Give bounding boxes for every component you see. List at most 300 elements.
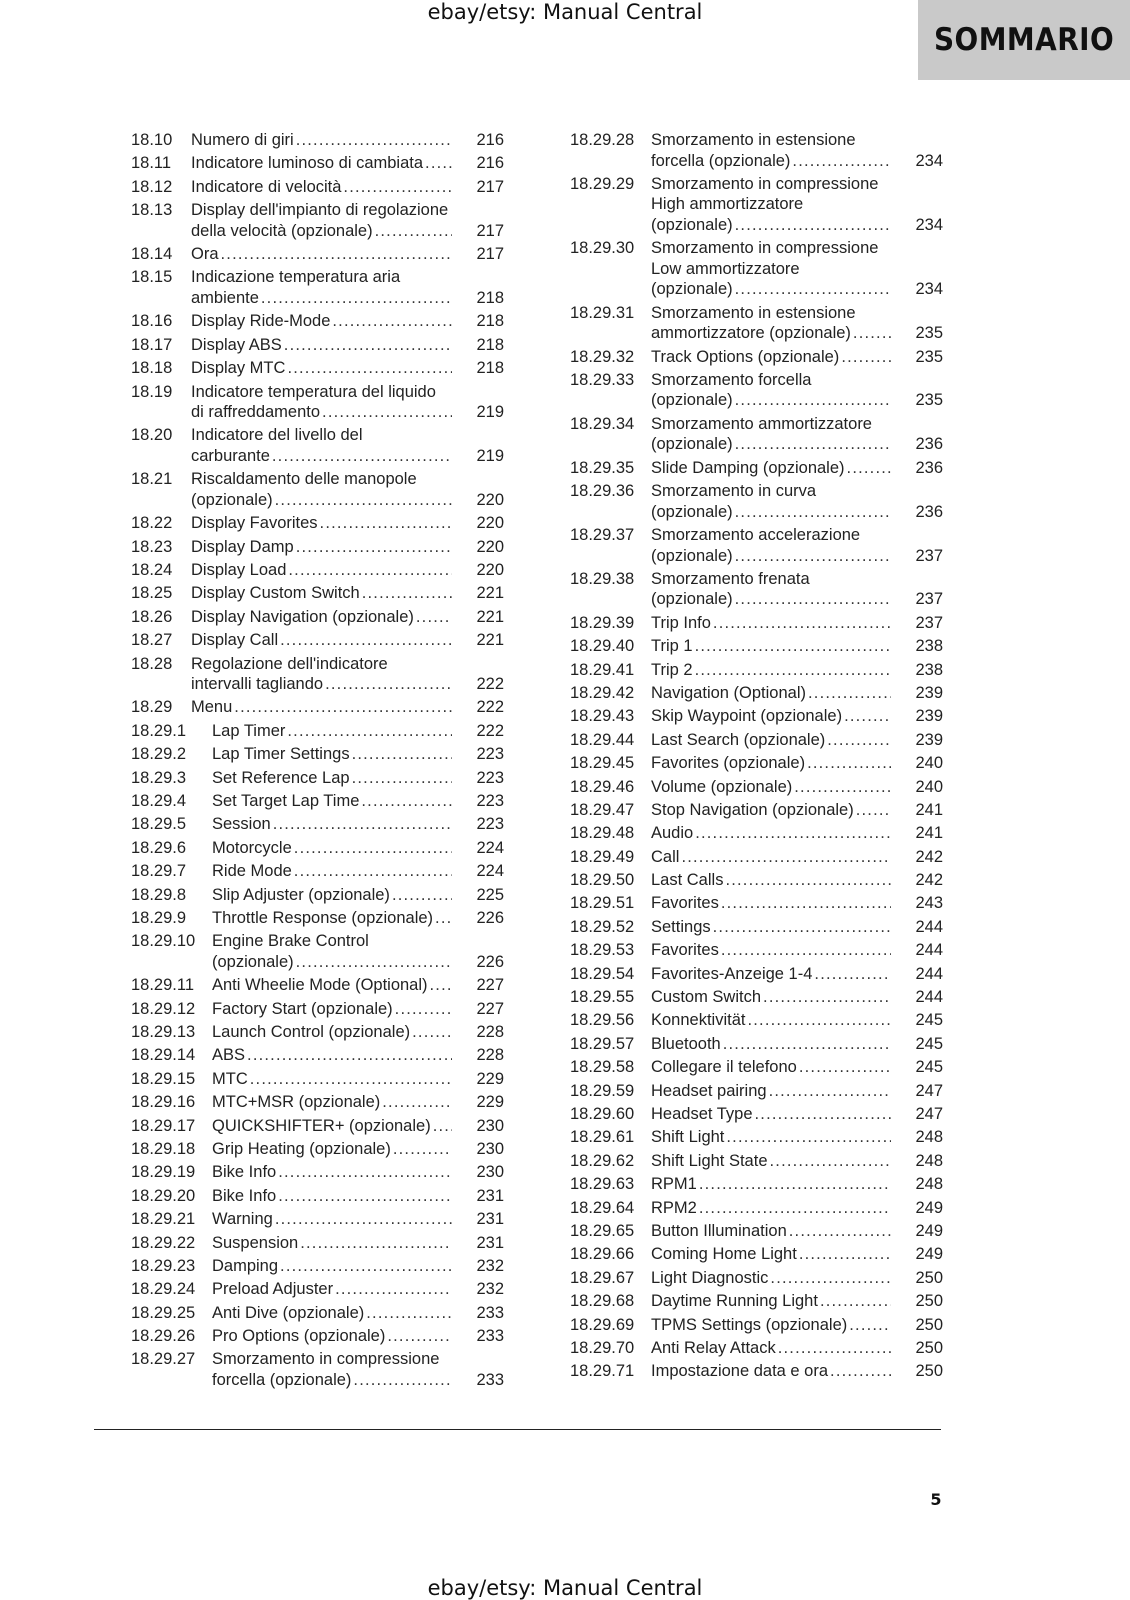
toc-entry-title-line	[212, 952, 452, 973]
toc-entry[interactable]	[131, 630, 504, 651]
dot-leader	[320, 513, 452, 534]
toc-entry-page: 233	[476, 1327, 504, 1346]
toc-entry-title-text: Slide Damping (opzionale)	[651, 458, 845, 477]
dot-leader	[770, 1268, 891, 1289]
toc-entry-title-line	[651, 1174, 891, 1195]
toc-entry-title-line	[191, 490, 452, 511]
toc-entry-title-line	[651, 238, 891, 259]
toc-entry-page: 249	[915, 1198, 943, 1217]
toc-entry-title-line	[651, 303, 891, 324]
toc-entry-number: 18.29.7	[131, 862, 187, 881]
toc-entry[interactable]	[131, 999, 504, 1020]
toc-entry-title-line	[651, 1338, 891, 1359]
toc-entry-title	[131, 861, 504, 882]
toc-entry[interactable]	[570, 940, 943, 961]
toc-entry[interactable]	[131, 1186, 504, 1207]
toc-entry[interactable]	[570, 1127, 943, 1148]
toc-entry-number: 18.29.28	[570, 131, 635, 149]
toc-entry[interactable]	[131, 1045, 504, 1066]
toc-entry-title-line	[651, 215, 891, 236]
toc-entry[interactable]	[570, 683, 943, 704]
dot-leader	[695, 636, 891, 657]
toc-entry-number: 18.29.49	[570, 847, 635, 866]
page-number: 5	[930, 1490, 942, 1509]
toc-entry-title-text: Favorites-Anzeige 1-4	[651, 964, 813, 983]
toc-entry-number: 18.29.23	[131, 1256, 196, 1275]
toc-entry[interactable]	[131, 153, 504, 174]
toc-entry[interactable]	[570, 414, 943, 455]
toc-entry-title-line	[651, 870, 891, 891]
toc-entry[interactable]	[131, 1139, 504, 1160]
toc-entry-title-line	[651, 777, 891, 798]
toc-entry-title-line	[651, 390, 891, 411]
toc-entry-title-line	[212, 1069, 452, 1090]
toc-entry-page: 244	[915, 988, 943, 1007]
toc-entry-title-text: Smorzamento accelerazione	[651, 526, 861, 545]
toc-entry-title-text: Display MTC	[191, 359, 286, 378]
toc-entry-title-line	[191, 177, 452, 198]
footer-divider	[94, 1429, 941, 1430]
toc-entry-number: 18.29.22	[131, 1233, 196, 1252]
toc-entry-title-text: Collegare il telefono	[651, 1058, 797, 1077]
toc-entry-page: 250	[915, 1268, 943, 1287]
toc-entry-title	[131, 177, 504, 198]
toc-entry-title	[131, 200, 504, 241]
toc-entry-title-text: Lap Timer Settings	[212, 745, 350, 764]
toc-entry-title-text: Display Navigation (opzionale)	[191, 607, 414, 626]
toc-entry-title	[131, 697, 504, 718]
toc-entry-number: 18.10	[131, 131, 173, 149]
toc-entry[interactable]	[131, 1233, 504, 1254]
toc-entry[interactable]	[570, 987, 943, 1008]
toc-entry-page: 218	[476, 288, 504, 307]
toc-entry[interactable]	[570, 1198, 943, 1219]
toc-entry-title-line	[651, 1127, 891, 1148]
toc-entry[interactable]	[570, 917, 943, 938]
toc-entry-number: 18.29.67	[570, 1268, 635, 1287]
toc-entry[interactable]	[131, 177, 504, 198]
toc-entry-title-text: carburante	[191, 446, 270, 465]
toc-entry-title-line	[191, 697, 452, 718]
toc-entry[interactable]	[570, 1268, 943, 1289]
toc-entry[interactable]	[570, 706, 943, 727]
toc-entry-page: 230	[476, 1116, 504, 1135]
toc-entry-title-line	[651, 323, 891, 344]
toc-entry[interactable]	[570, 1338, 943, 1359]
toc-entry-title-line	[212, 885, 452, 906]
toc-entry-number: 18.29.38	[570, 569, 635, 588]
toc-entry[interactable]	[131, 382, 504, 423]
toc-entry[interactable]	[570, 1291, 943, 1312]
toc-entry-title-text: Last Calls	[651, 871, 724, 890]
toc-entry-number: 18.29.1	[131, 721, 187, 740]
toc-entry[interactable]	[131, 885, 504, 906]
toc-entry-title-text: Display Call	[191, 631, 279, 650]
toc-entry-title-line	[651, 730, 891, 751]
toc-entry[interactable]	[570, 347, 943, 368]
toc-entry[interactable]	[131, 861, 504, 882]
toc-entry-number: 18.29.12	[131, 999, 196, 1018]
toc-entry-title-text: Call	[651, 847, 680, 866]
dot-leader	[275, 490, 452, 511]
dot-leader	[294, 838, 452, 859]
toc-entry-page: 223	[476, 745, 504, 764]
toc-entry-page: 249	[915, 1245, 943, 1264]
toc-entry[interactable]	[131, 1069, 504, 1090]
toc-entry-title-text: Track Options (opzionale)	[651, 347, 840, 366]
toc-entry-title-line	[191, 513, 452, 534]
toc-entry[interactable]	[131, 654, 504, 695]
toc-entry[interactable]	[131, 607, 504, 628]
toc-entry-title-text: Stop Navigation (opzionale)	[651, 800, 854, 819]
toc-entry-number: 18.29.39	[570, 613, 635, 632]
toc-entry[interactable]	[570, 1315, 943, 1336]
toc-entry[interactable]	[131, 721, 504, 742]
toc-entry[interactable]	[131, 768, 504, 789]
toc-entry-title-text: Factory Start (opzionale)	[212, 999, 393, 1018]
toc-entry[interactable]	[570, 1057, 943, 1078]
toc-entry-number: 18.29	[131, 698, 173, 717]
toc-entry-number: 18.29.56	[570, 1011, 635, 1030]
toc-entry[interactable]	[570, 1221, 943, 1242]
toc-entry-title-line	[212, 814, 452, 835]
toc-entry[interactable]	[570, 569, 943, 610]
toc-entry-title-line	[212, 999, 452, 1020]
toc-entry-number: 18.29.6	[131, 838, 187, 857]
toc-entry[interactable]	[131, 1022, 504, 1043]
toc-entry[interactable]	[131, 1116, 504, 1137]
toc-entry[interactable]	[570, 636, 943, 657]
toc-entry-title	[131, 425, 504, 466]
toc-entry[interactable]	[570, 1010, 943, 1031]
toc-entry-title-line	[191, 267, 452, 288]
toc-entry-page: 247	[915, 1081, 943, 1100]
toc-entry-title-line	[191, 560, 452, 581]
toc-entry-page: 247	[915, 1105, 943, 1123]
toc-entry-title-text: Indicatore luminoso di cambiata	[191, 154, 424, 173]
toc-entry-title-text: Audio	[651, 824, 694, 843]
toc-entry-title-text: Display Damp	[191, 537, 294, 556]
toc-entry-title-line	[212, 908, 452, 929]
toc-entry-title-line	[191, 674, 452, 695]
toc-entry-number: 18.14	[131, 245, 173, 264]
toc-entry-title-line	[651, 370, 891, 391]
toc-entry[interactable]	[570, 730, 943, 751]
toc-entry-title-text: Coming Home Light	[651, 1245, 797, 1264]
toc-entry-page: 216	[476, 154, 504, 173]
toc-entry-page: 233	[476, 1370, 504, 1389]
toc-entry-page: 230	[476, 1139, 504, 1158]
toc-entry-title-text: Smorzamento forcella	[651, 370, 812, 389]
toc-entry[interactable]	[131, 200, 504, 241]
toc-entry-title-line	[651, 1104, 891, 1125]
dot-leader	[799, 1057, 891, 1078]
toc-entry-title-line	[651, 1057, 891, 1078]
dot-leader	[375, 221, 452, 242]
toc-entry[interactable]	[570, 238, 943, 300]
toc-entry-number: 18.29.24	[131, 1280, 196, 1299]
dot-leader	[300, 1233, 452, 1254]
toc-entry-title-line	[651, 279, 891, 300]
toc-entry-title-text: Bluetooth	[651, 1034, 721, 1053]
toc-entry-title-text: Trip Info	[651, 613, 711, 632]
toc-entry-title	[131, 153, 504, 174]
toc-entry-page: 220	[476, 490, 504, 509]
toc-entry-number: 18.29.50	[570, 871, 635, 890]
dot-leader	[392, 885, 452, 906]
toc-entry-number: 18.29.41	[570, 660, 635, 679]
toc-entry[interactable]	[570, 613, 943, 634]
toc-entry-number: 18.29.32	[570, 347, 635, 366]
toc-entry-title-text: Shift Light	[651, 1128, 725, 1147]
toc-entry-title-text: Indicazione temperatura aria	[191, 268, 401, 287]
toc-entry-title-text: Smorzamento in estensione	[651, 303, 856, 322]
toc-entry[interactable]	[131, 744, 504, 765]
toc-entry-title-text: Smorzamento frenata	[651, 569, 810, 588]
toc-entry-page: 235	[915, 324, 943, 343]
toc-entry-number: 18.29.48	[570, 824, 635, 843]
toc-entry-number: 18.29.21	[131, 1210, 196, 1229]
dot-leader	[352, 744, 452, 765]
toc-entry-number: 18.29.57	[570, 1034, 635, 1053]
dot-leader	[287, 358, 452, 379]
toc-entry-title-text: Display ABS	[191, 335, 282, 354]
toc-entry[interactable]	[570, 1151, 943, 1172]
toc-entry[interactable]	[570, 1104, 943, 1125]
toc-entry-title-text: Suspension	[212, 1233, 299, 1252]
toc-entry[interactable]	[131, 267, 504, 308]
toc-entry-title-line	[651, 347, 891, 368]
dot-leader	[856, 800, 891, 821]
toc-entry-title-line	[651, 502, 891, 523]
toc-entry-page: 245	[915, 1034, 943, 1053]
toc-entry[interactable]	[131, 560, 504, 581]
toc-entry-title-line	[651, 964, 891, 985]
toc-entry-title-line	[191, 630, 452, 651]
toc-entry-title-text: Display Load	[191, 560, 287, 579]
toc-entry-title-line	[651, 800, 891, 821]
toc-entry-title-line	[212, 744, 452, 765]
toc-entry-title-text: Anti Wheelie Mode (Optional)	[212, 976, 428, 995]
toc-entry[interactable]	[131, 1349, 504, 1390]
toc-entry[interactable]	[131, 838, 504, 859]
dot-leader	[273, 814, 452, 835]
toc-column-right	[570, 130, 943, 1385]
toc-entry-title-line	[651, 414, 891, 435]
toc-entry[interactable]	[131, 908, 504, 929]
dot-leader	[721, 940, 891, 961]
toc-entry-page: 250	[915, 1315, 943, 1334]
toc-entry-page: 244	[915, 917, 943, 936]
toc-entry-page: 219	[476, 403, 504, 422]
dot-leader	[234, 697, 452, 718]
toc-entry-title	[131, 513, 504, 534]
toc-entry-title-line	[651, 546, 891, 567]
toc-entry-title-text: Warning	[212, 1210, 273, 1229]
toc-entry[interactable]	[131, 1209, 504, 1230]
toc-entry[interactable]	[570, 1361, 943, 1382]
toc-entry[interactable]	[570, 130, 943, 171]
dot-leader	[853, 323, 891, 344]
toc-entry[interactable]	[131, 814, 504, 835]
toc-entry-page: 234	[915, 280, 943, 299]
toc-entry-title-line	[191, 153, 452, 174]
toc-entry[interactable]	[570, 481, 943, 522]
toc-entry-title-line	[212, 1370, 452, 1391]
toc-entry-title-text: Bike Info	[212, 1186, 277, 1205]
toc-entry[interactable]	[131, 583, 504, 604]
toc-entry[interactable]	[570, 777, 943, 798]
toc-entry-title-text: Set Target Lap Time	[212, 791, 360, 810]
toc-entry[interactable]	[570, 893, 943, 914]
toc-entry[interactable]	[570, 1174, 943, 1195]
toc-entry-number: 18.16	[131, 312, 173, 331]
dot-leader	[287, 721, 452, 742]
toc-entry[interactable]	[131, 1279, 504, 1300]
toc-entry-title	[131, 721, 504, 742]
toc-entry-title-text: Favorites	[651, 894, 719, 913]
dot-leader	[807, 753, 891, 774]
toc-entry-number: 18.29.61	[570, 1128, 635, 1147]
toc-entry-title-text: Smorzamento in curva	[651, 482, 817, 501]
toc-entry[interactable]	[131, 513, 504, 534]
dot-leader	[278, 1186, 452, 1207]
toc-entry-title-line	[212, 1326, 452, 1347]
toc-entry-title-text: della velocità (opzionale)	[191, 221, 373, 240]
toc-entry-title-line	[651, 1221, 891, 1242]
toc-entry[interactable]	[131, 1303, 504, 1324]
toc-entry-page: 248	[915, 1128, 943, 1147]
toc-entry-title-text: Display Ride-Mode	[191, 312, 331, 331]
dot-leader	[827, 730, 891, 751]
toc-entry[interactable]	[570, 660, 943, 681]
toc-entry-title	[131, 130, 504, 151]
toc-entry[interactable]	[131, 130, 504, 151]
toc-entry[interactable]	[570, 370, 943, 411]
toc-entry[interactable]	[131, 537, 504, 558]
toc-entry[interactable]	[131, 469, 504, 510]
toc-entry-number: 18.29.64	[570, 1198, 635, 1217]
toc-entry-page: 244	[915, 964, 943, 983]
toc-column-left	[131, 130, 504, 1393]
toc-entry-title-line	[212, 1303, 452, 1324]
toc-entry[interactable]	[131, 358, 504, 379]
toc-entry-title-text: Display Custom Switch	[191, 584, 360, 603]
toc-entry[interactable]	[570, 1034, 943, 1055]
toc-entry[interactable]	[131, 931, 504, 972]
toc-entry[interactable]	[131, 1092, 504, 1113]
toc-entry-title-line	[191, 200, 452, 221]
dot-leader	[721, 893, 891, 914]
toc-entry-title-line	[191, 244, 452, 265]
toc-entry-page: 243	[915, 894, 943, 913]
toc-entry[interactable]	[570, 823, 943, 844]
toc-entry[interactable]	[570, 458, 943, 479]
toc-entry-title-line	[651, 917, 891, 938]
toc-entry-title-text: Smorzamento ammortizzatore	[651, 414, 872, 433]
watermark-top: ebay/etsy: Manual Central	[427, 0, 703, 24]
toc-entry[interactable]	[570, 847, 943, 868]
toc-entry-title-line	[651, 660, 891, 681]
toc-entry-title-line	[651, 174, 891, 195]
dot-leader	[735, 502, 891, 523]
toc-entry-page: 228	[476, 1023, 504, 1041]
toc-entry-number: 18.29.60	[570, 1105, 635, 1123]
toc-entry-page: 223	[476, 791, 504, 810]
toc-entry[interactable]	[131, 791, 504, 812]
toc-entry-title-line	[212, 1116, 452, 1137]
toc-entry-title-line	[191, 382, 452, 403]
toc-entry-number: 18.29.5	[131, 815, 187, 834]
toc-entry[interactable]	[570, 870, 943, 891]
toc-entry[interactable]	[131, 311, 504, 332]
toc-entry[interactable]	[131, 335, 504, 356]
toc-entry[interactable]	[570, 1244, 943, 1265]
dot-leader	[820, 1291, 891, 1312]
dot-leader	[288, 560, 452, 581]
toc-entry-title-text: RPM1	[651, 1175, 697, 1194]
toc-entry-page: 244	[915, 941, 943, 960]
toc-entry-title-text: Impostazione data e ora	[651, 1362, 829, 1381]
toc-entry-number: 18.29.55	[570, 988, 635, 1007]
toc-entry-number: 18.29.20	[131, 1186, 196, 1205]
toc-entry[interactable]	[570, 525, 943, 566]
toc-entry-number: 18.29.19	[131, 1163, 196, 1182]
toc-entry[interactable]	[131, 975, 504, 996]
toc-entry[interactable]	[570, 964, 943, 985]
toc-entry-page: 239	[915, 730, 943, 749]
toc-entry-title-text: Slip Adjuster (opzionale)	[212, 885, 390, 904]
toc-entry[interactable]	[570, 174, 943, 236]
toc-entry[interactable]	[570, 1081, 943, 1102]
toc-entry-title	[131, 583, 504, 604]
toc-entry-page: 228	[476, 1046, 504, 1065]
toc-entry-number: 18.29.35	[570, 458, 635, 477]
toc-entry[interactable]	[570, 303, 943, 344]
toc-entry-title-text: Navigation (Optional)	[651, 683, 806, 702]
toc-entry[interactable]	[131, 1162, 504, 1183]
toc-entry-number: 18.13	[131, 201, 173, 220]
toc-entry-title-text: (opzionale)	[651, 590, 733, 609]
toc-entry-page: 237	[915, 546, 943, 565]
toc-entry-number: 18.29.13	[131, 1023, 196, 1041]
dot-leader	[735, 546, 891, 567]
dot-leader	[430, 975, 452, 996]
dot-leader	[699, 1198, 891, 1219]
toc-entry-title-text: Headset Type	[651, 1105, 753, 1123]
toc-entry-page: 240	[915, 777, 943, 796]
toc-entry-title-line	[651, 1244, 891, 1265]
toc-entry[interactable]	[570, 753, 943, 774]
toc-entry-page: 237	[915, 613, 943, 632]
toc-entry-number: 18.29.34	[570, 414, 635, 433]
toc-entry[interactable]	[131, 425, 504, 466]
toc-entry-title-text: Shift Light State	[651, 1151, 768, 1170]
toc-entry-number: 18.29.11	[131, 976, 195, 995]
toc-entry-page: 237	[915, 590, 943, 609]
toc-entry-title-line	[651, 636, 891, 657]
toc-entry[interactable]	[131, 1326, 504, 1347]
toc-entry-title-text: intervalli tagliando	[191, 675, 324, 694]
toc-entry[interactable]	[131, 1256, 504, 1277]
toc-entry-title-text: Konnektivität	[651, 1011, 746, 1030]
toc-entry-page: 227	[476, 976, 504, 995]
toc-entry-number: 18.19	[131, 382, 173, 401]
toc-entry[interactable]	[570, 800, 943, 821]
toc-entry[interactable]	[131, 244, 504, 265]
toc-entry-title-text: Light Diagnostic	[651, 1268, 769, 1287]
toc-entry[interactable]	[131, 697, 504, 718]
